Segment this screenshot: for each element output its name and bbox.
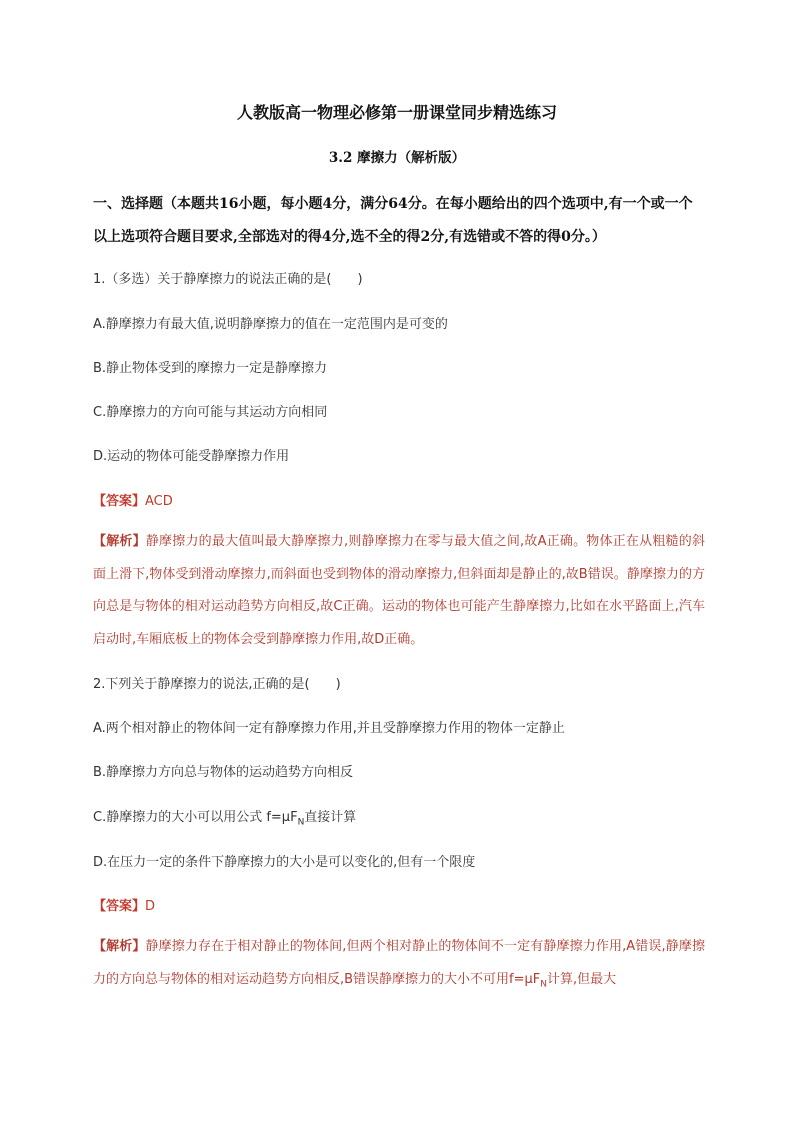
section-heading: 一、选择题（本题共16小题，每小题4分，满分64分。在每小题给出的四个选项中,有一个或一个以上选项符合题目要求,全部选对的得4分,选不全的得2分,有选错或不答的得0分。） bbox=[93, 196, 693, 245]
q1-stem: 1.（多选）关于静摩擦力的说法正确的是( ) bbox=[93, 272, 363, 287]
q1-option-c: C.静摩擦力的方向可能与其运动方向相同 bbox=[93, 405, 328, 420]
page-title: 人教版高一物理必修第一册课堂同步精选练习 bbox=[236, 103, 557, 122]
q2-analysis-text: 静摩擦力存在于相对静止的物体间,但两个相对静止的物体间不一定有静摩擦力作用,A错误,静摩擦力的方向总与物体的相对运动趋势方向相反,B错误静摩擦力的大小不可用f=μF bbox=[93, 939, 705, 987]
q1-answer bbox=[93, 490, 173, 509]
q1-option-b: B.静止物体受到的摩擦力一定是静摩擦力 bbox=[93, 361, 328, 376]
q2-option-c-text: C.静摩擦力的大小可以用公式 f=μF bbox=[93, 810, 298, 825]
q2-answer-value: D bbox=[145, 899, 156, 914]
q1-answer-value: ACD bbox=[145, 494, 173, 509]
q1-answer-tag: 【答案】 bbox=[93, 494, 146, 509]
q2-analysis-tail: 计算,但最大 bbox=[547, 971, 617, 987]
q2-option-a: A.两个相对静止的物体间一定有静摩擦力作用,并且受静摩擦力作用的物体一定静止 bbox=[93, 721, 565, 736]
q1-option-d: D.运动的物体可能受静摩擦力作用 bbox=[93, 449, 290, 464]
q2-option-c-tail: 直接计算 bbox=[304, 810, 357, 825]
q1-option-a: A.静摩擦力有最大值,说明静摩擦力的值在一定范围内是可变的 bbox=[93, 317, 448, 332]
q2-option-d: D.在压力一定的条件下静摩擦力的大小是可以变化的,但有一个限度 bbox=[93, 855, 476, 870]
q2-answer-tag: 【答案】 bbox=[93, 899, 146, 914]
q1-analysis-text: 静摩擦力的最大值叫最大静摩擦力,则静摩擦力在零与最大值之间,故A正确。物体正在从粗糙的斜面上滑下,物体受到滑动摩擦力,而斜面也受到物体的滑动摩擦力,但斜面却是静止的,故B错误。静摩擦力的方向总是与物体的相对运动趋势方向相反,故C正确。运动的物体也可能产生静摩擦力,比如在水平路面上,汽车启动时,车厢底板上的物体会受到静摩擦力作用,故D正确。 bbox=[93, 534, 705, 647]
q2-analysis bbox=[93, 931, 705, 1001]
q2-option-b: B.静摩擦力方向总与物体的运动趋势方向相反 bbox=[93, 765, 354, 780]
q2-answer bbox=[93, 895, 155, 914]
q1-analysis bbox=[93, 526, 705, 656]
q2-analysis-tag: 【解析】 bbox=[93, 939, 146, 954]
q2-analysis-subscript: N bbox=[540, 979, 548, 990]
q1-analysis-tag: 【解析】 bbox=[93, 534, 146, 549]
q2-stem: 2.下列关于静摩擦力的说法,正确的是( ) bbox=[93, 677, 341, 692]
q2-option-c-subscript: N bbox=[297, 817, 305, 828]
page-subtitle: 3.2 摩擦力（解析版） bbox=[328, 150, 466, 166]
q2-option-c bbox=[93, 806, 705, 828]
